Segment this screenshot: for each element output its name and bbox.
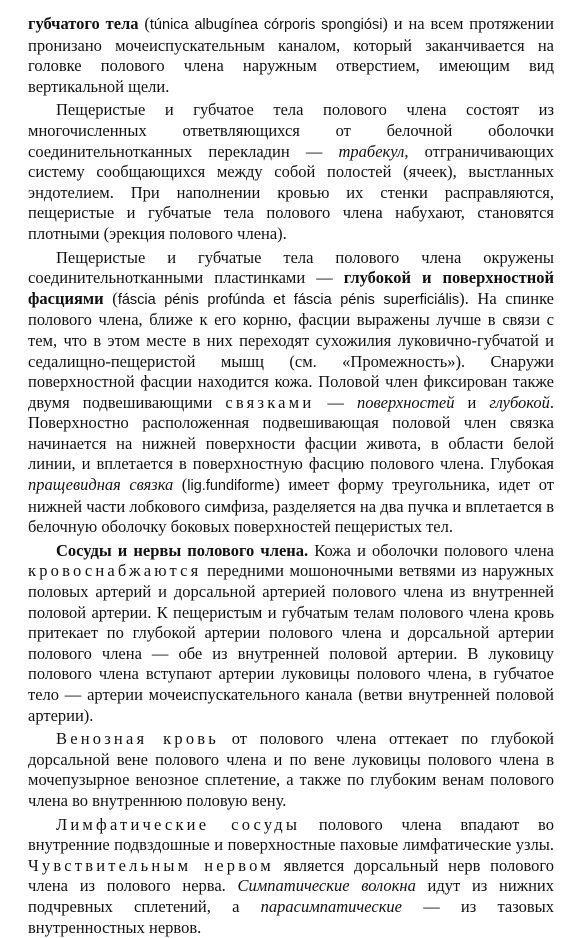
paragraph-lymph-nerves	[28, 815, 554, 938]
text-run: и	[454, 392, 490, 412]
text-run: идут из нижних подчревных сплетений, а	[28, 876, 554, 916]
text-run: (	[138, 14, 150, 33]
text-run: Пещеристые и губчатые тела полового члена окружены соединительнотканными пластинками —	[28, 247, 554, 288]
text-run: —	[314, 392, 357, 412]
latin-term: fáscia pénis profúnda et fáscia pénis superficiális	[117, 291, 460, 308]
text-run: ) имеет форму треугольника, идет от нижней части лобкового симфиза, разделяется на два пучка и вплетается в белочную оболочку боковых поверхностей пещеристых тел.	[28, 475, 555, 537]
text-run: полового члена впадают во внутренние подвздошные и поверхностные паховые лимфатические узлы.	[28, 814, 554, 855]
paragraph-fascia	[28, 248, 554, 538]
spaced-term: Лимфатические сосуды	[56, 814, 301, 834]
text-run: ) и на всем протяжении пронизано мочеиспускательным каналом, который заканчивается на головке полового члена наружным отверстием, имеющим вид вертикальной щели.	[28, 14, 554, 96]
bold-term: Сосуды и нервы полового члена.	[56, 540, 309, 560]
bold-term: глубокой и поверхностной фасциями	[28, 268, 554, 308]
paragraph-cavernous-bodies	[28, 100, 554, 244]
text-run: , отграничивающих систему сообщающихся между собой полостей (ячеек), выстланных эндотелием. При наполнении кровью их стенки расправляются, пещеристые и губчатые тела полового члена набухают, становятся плотными (эрекция полового члена).	[28, 141, 554, 243]
text-run: (	[173, 475, 188, 495]
italic-term: поверхностей	[356, 392, 455, 412]
spaced-term: Венозная кровь	[56, 729, 220, 749]
italic-term: трабекул	[338, 141, 405, 161]
text-run: Кожа и оболочки полового члена	[308, 540, 554, 560]
text-run: является дорсальный нерв полового члена из полового нерва.	[28, 855, 554, 896]
italic-term: глубокой	[489, 392, 550, 412]
text-run: от полового члена оттекает по глубокой дорсальной вене полового члена и по вене луковицы полового члена в мочепузырное венозное сплетение, а также по глубоким венам полового члена во внутреннюю половую вену.	[28, 729, 554, 810]
text-run: (	[103, 288, 118, 308]
text-run: передними мошоночными ветвями из наружных половых артерий и дорсальной артерией полового члена из внутренней половой артерии. К пещеристым и губчатым телам полового члена кровь притекает по глубокой артерии полового члена и дорсальной артерии полового члена — обе из внутренней половой артерии. В луковицу полового члена вступают артерии луковицы полового члена, в губчатое тело — артерии мочеиспускательного канала (ветви внутренней половой артерии).	[28, 561, 554, 725]
italic-term: пращевидная связка	[28, 475, 174, 495]
spaced-term: кровоснабжаются	[28, 561, 202, 581]
book-page-text	[28, 14, 554, 938]
latin-term: túnica albugínea córporis spongiósi	[149, 17, 383, 33]
paragraph-venous-blood	[28, 729, 554, 811]
spaced-term: связками	[225, 392, 315, 412]
paragraph-vessels-nerves	[28, 541, 554, 726]
text-run: ). На спинке полового члена, ближе к его корню, фасции выражены лучше в связи с тем, что в этом месте в них переходят сухожилия луковично-губчатой и седалищно-пещеристой мышц (см. «Промежность»). Снаружи поверхностной фасции находится кожа. Половой член фиксирован также двумя подвешивающими	[28, 288, 555, 412]
italic-term: Симпатические волокна	[237, 876, 416, 896]
spaced-term: Чувствительным нервом	[28, 855, 274, 875]
bold-term: губчатого тела	[28, 14, 139, 33]
italic-term: парасимпатические	[260, 896, 402, 916]
paragraph-continuation	[28, 14, 554, 97]
text-run: Пещеристые и губчатое тела полового члена состоят из многочисленных ответвляющихся от белочной оболочки соединительнотканных перекладин —	[28, 100, 554, 161]
latin-term: lig.fundiforme	[187, 478, 275, 495]
text-run: . Поверхностно расположенная подвешивающая половой член связка начинается на нижней поверхности фасции живота, в области белой линии, и вплетается в поверхностную фасцию полового члена. Глубокая	[28, 392, 554, 474]
text-run: — из тазовых внутренностных нервов.	[28, 896, 554, 937]
